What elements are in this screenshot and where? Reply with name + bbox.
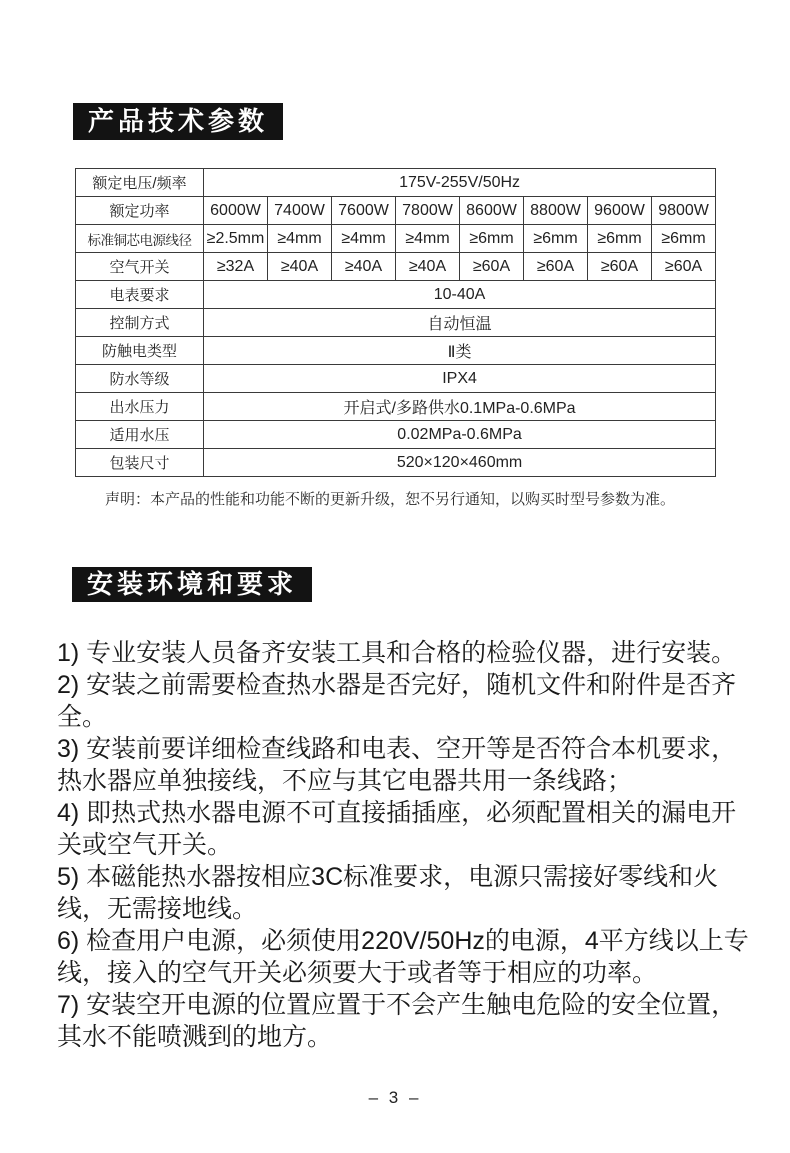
requirement-item: 7) 安装空开电源的位置应置于不会产生触电危险的安全位置，其水不能喷溅到的地方。 [57,991,737,1051]
installation-requirements-list [57,637,753,1053]
spec-table-row [76,309,716,337]
spec-value-cell: ≥40A [396,253,460,281]
spec-label-cell: 防水等级 [76,365,204,393]
spec-value-cell: ≥60A [588,253,652,281]
spec-value-cell: ≥32A [204,253,268,281]
requirement-item: 5) 本磁能热水器按相应3C标准要求，电源只需接好零线和火线，无需接地线。 [57,863,719,923]
spec-disclaimer-note: 声明：本产品的性能和功能不断的更新升级，恕不另行通知，以购买时型号参数为准。 [105,491,676,508]
spec-table [75,168,716,477]
spec-value-cell: 0.02MPa-0.6MPa [204,421,716,449]
spec-label-cell: 适用水压 [76,421,204,449]
section-title-installation: 安装环境和要求 [72,567,312,602]
spec-value-cell: 自动恒温 [204,309,716,337]
spec-value-cell: ≥60A [460,253,524,281]
spec-value-cell: IPX4 [204,365,716,393]
spec-value-cell: ≥2.5mm [204,225,268,253]
requirement-item: 1) 专业安装人员备齐安装工具和合格的检验仪器，进行安装。 [57,639,737,667]
spec-table-row [76,337,716,365]
spec-value-cell: 10-40A [204,281,716,309]
spec-value-cell: 开启式/多路供水0.1MPa-0.6MPa [204,393,716,421]
spec-value-cell: ≥6mm [652,225,716,253]
spec-value-cell: 7600W [332,197,396,225]
spec-table-body [76,169,716,477]
spec-value-cell: ≥4mm [332,225,396,253]
spec-label-cell: 防触电类型 [76,337,204,365]
spec-value-cell: ≥60A [652,253,716,281]
spec-label-cell: 出水压力 [76,393,204,421]
spec-label-cell: 额定功率 [76,197,204,225]
spec-table-row [76,197,716,225]
spec-table-row [76,253,716,281]
spec-table-row [76,393,716,421]
spec-value-cell: 8800W [524,197,588,225]
spec-value-cell: ≥6mm [460,225,524,253]
spec-value-cell: ≥60A [524,253,588,281]
section-title-product-specs: 产品技术参数 [73,103,283,140]
spec-value-cell: ≥4mm [268,225,332,253]
spec-label-cell: 标准铜芯电源线径 [76,225,204,253]
spec-table-row [76,421,716,449]
spec-value-cell: ≥40A [268,253,332,281]
spec-table-row [76,169,716,197]
spec-value-cell: 7800W [396,197,460,225]
spec-value-cell: ≥6mm [524,225,588,253]
spec-value-cell: 7400W [268,197,332,225]
spec-value-cell: 8600W [460,197,524,225]
spec-value-cell: ≥6mm [588,225,652,253]
spec-value-cell: ≥40A [332,253,396,281]
requirement-item: 2) 安装之前需要检查热水器是否完好，随机文件和附件是否齐全。 [57,671,737,731]
spec-label-cell: 额定电压/频率 [76,169,204,197]
spec-value-cell: 175V-255V/50Hz [204,169,716,197]
spec-label-cell: 空气开关 [76,253,204,281]
spec-value-cell: 9600W [588,197,652,225]
requirement-item: 4) 即热式热水器电源不可直接插插座，必须配置相关的漏电开关或空气开关。 [57,799,737,859]
spec-value-cell: ≥4mm [396,225,460,253]
page-number: – 3 – [368,1088,422,1107]
spec-table-row [76,365,716,393]
requirement-item: 3) 安装前要详细检查线路和电表、空开等是否符合本机要求，热水器应单独接线，不应与其它电器共用一条线路； [57,735,737,795]
spec-value-cell: 520×120×460mm [204,449,716,477]
spec-value-cell: 9800W [652,197,716,225]
spec-value-cell: 6000W [204,197,268,225]
spec-table-row [76,281,716,309]
spec-label-cell: 电表要求 [76,281,204,309]
requirement-item: 6) 检查用户电源，必须使用220V/50Hz的电源，4平方线以上专线，接入的空气开关必须要大于或者等于相应的功率。 [57,927,749,987]
spec-table-row [76,449,716,477]
spec-table-row [76,225,716,253]
spec-value-cell: Ⅱ类 [204,337,716,365]
spec-label-cell: 控制方式 [76,309,204,337]
spec-label-cell: 包装尺寸 [76,449,204,477]
